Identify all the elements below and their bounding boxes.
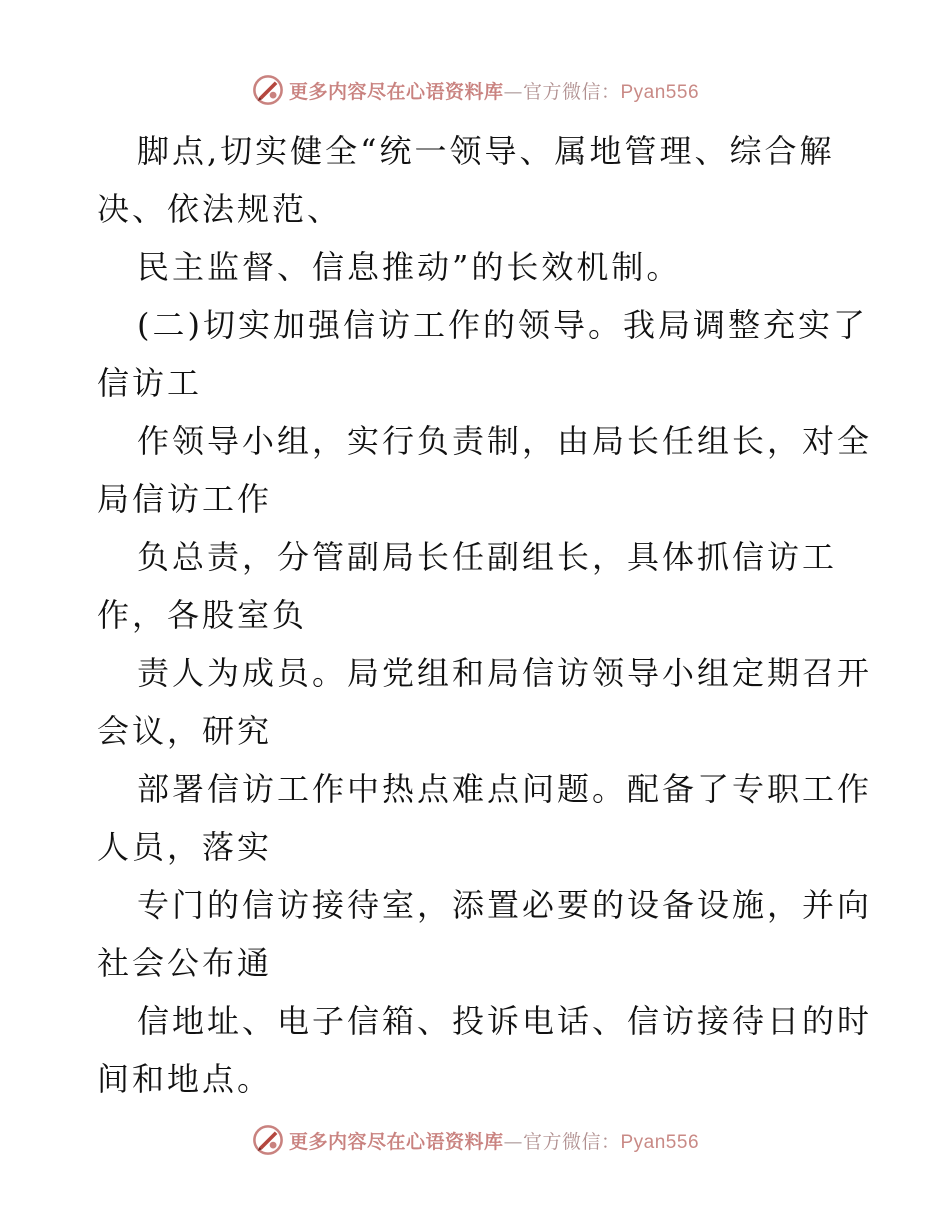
footer-watermark <box>0 1120 950 1160</box>
body-text-line: (二)切实加强信访工作的领导。我局调整充实了 <box>137 306 868 344</box>
watermark-text <box>289 77 699 104</box>
watermark-brand: 更多内容尽在心语资料库 <box>288 1130 504 1153</box>
watermark-wechat-id: Pyan556 <box>620 1131 700 1153</box>
pen-logo-icon <box>251 73 285 107</box>
watermark-separator: — <box>503 1130 523 1153</box>
body-text-line: 间和地点。 <box>97 1060 273 1098</box>
body-text-line: 专门的信访接待室，添置必要的设备设施，并向 <box>137 886 873 924</box>
pen-logo-icon <box>251 1123 285 1157</box>
body-text-line: 民主监督、信息推动”的长效机制。 <box>137 248 682 286</box>
body-text-line: 责人为成员。局党组和局信访领导小组定期召开 <box>137 654 873 692</box>
body-text-line: 脚点,切实健全“统一领导、属地管理、综合解 <box>137 132 835 170</box>
body-text-line: 信地址、电子信箱、投诉电话、信访接待日的时 <box>137 1002 873 1040</box>
header-watermark <box>0 70 950 110</box>
watermark-wechat-id: Pyan556 <box>620 81 700 103</box>
watermark-separator: — <box>503 80 523 103</box>
body-text-line: 局信访工作 <box>97 480 273 518</box>
body-text-line: 决、依法规范、 <box>97 190 343 228</box>
document-body <box>97 122 873 1108</box>
watermark-text <box>289 1127 699 1154</box>
watermark-wechat-label: 官方微信： <box>522 80 621 103</box>
body-text-line: 人员，落实 <box>97 828 273 866</box>
body-text-line: 作，各股室负 <box>97 596 308 634</box>
body-text-line: 会议，研究 <box>97 712 273 750</box>
watermark-brand: 更多内容尽在心语资料库 <box>288 80 504 103</box>
body-text-line: 部署信访工作中热点难点问题。配备了专职工作 <box>137 770 873 808</box>
body-text-line: 信访工 <box>97 364 203 402</box>
body-text-line: 作领导小组，实行负责制，由局长任组长，对全 <box>137 422 873 460</box>
body-text-line: 社会公布通 <box>97 944 273 982</box>
body-text-line: 负总责，分管副局长任副组长，具体抓信访工 <box>137 538 838 576</box>
watermark-wechat-label: 官方微信： <box>522 1130 621 1153</box>
